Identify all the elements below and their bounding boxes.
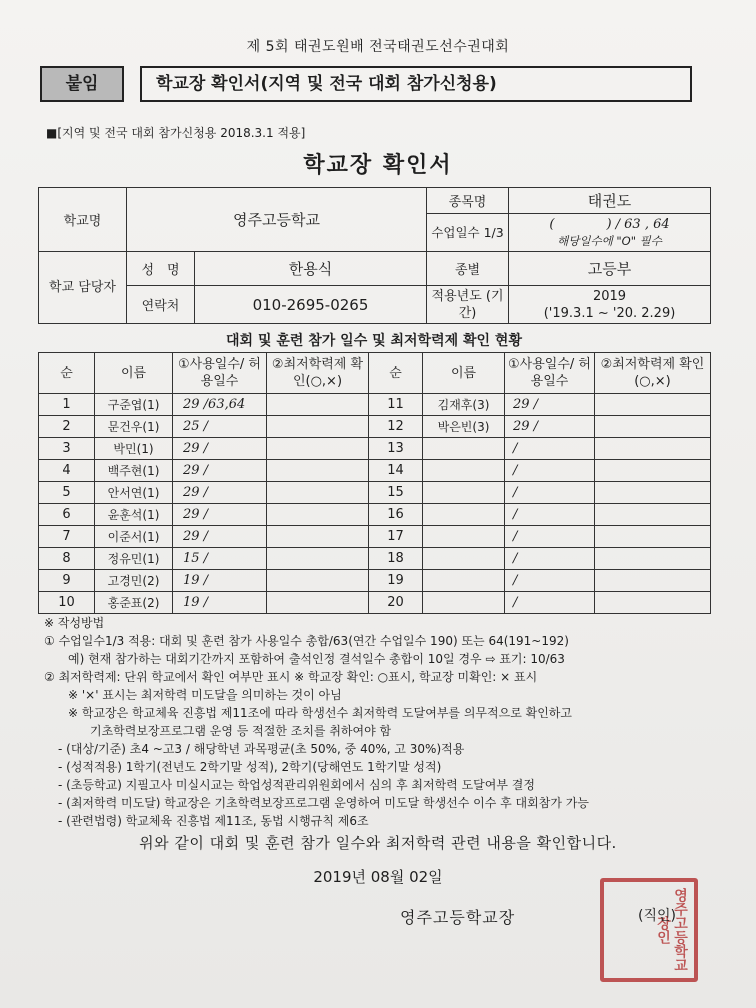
school-name: 영주고등학교 xyxy=(127,188,427,252)
minimum-check xyxy=(267,438,369,460)
minimum-check xyxy=(595,482,711,504)
issue-date: 2019년 08월 02일 xyxy=(313,868,443,886)
minimum-check xyxy=(595,394,711,416)
days-used: 19 / xyxy=(173,592,267,614)
contact-label: 연락처 xyxy=(127,286,195,324)
staff-name-label: 성 명 xyxy=(127,252,195,286)
table-row xyxy=(39,504,711,526)
header-minimum: ②최저학력제 확인(○,×) xyxy=(267,353,369,394)
applied-year: 2019 xyxy=(592,288,627,304)
minimum-check xyxy=(595,416,711,438)
days-used: 29 / xyxy=(173,504,267,526)
student-name xyxy=(423,592,505,614)
info-table xyxy=(38,187,711,324)
minimum-check xyxy=(595,592,711,614)
teaching-days-label: 수업일수 1/3 xyxy=(427,214,509,252)
row-number: 6 xyxy=(39,504,95,526)
minimum-check xyxy=(267,416,369,438)
row-number: 10 xyxy=(39,592,95,614)
table-row xyxy=(39,438,711,460)
student-name: 백주현(1) xyxy=(95,460,173,482)
row-number: 19 xyxy=(369,570,423,592)
table-row xyxy=(39,526,711,548)
header-days: ①사용일수/ 허용일수 xyxy=(505,353,595,394)
detail-legal: - (관련법령) 학교체육 진흥법 제11조, 동법 시행규칙 제6조 xyxy=(58,814,369,828)
minimum-check xyxy=(595,438,711,460)
sport-label: 종목명 xyxy=(427,188,509,214)
teaching-days-value: ( ) / 63 , 64 xyxy=(549,216,670,232)
attachment-label: 붙임 xyxy=(40,66,124,102)
minimum-check xyxy=(267,482,369,504)
minimum-check xyxy=(595,570,711,592)
row-number: 16 xyxy=(369,504,423,526)
table-row xyxy=(39,482,711,504)
notes-heading: ※ 작성방법 xyxy=(44,616,105,630)
staff-name: 한용식 xyxy=(195,252,427,286)
row-number: 11 xyxy=(369,394,423,416)
row-number: 15 xyxy=(369,482,423,504)
minimum-check xyxy=(595,548,711,570)
table-row xyxy=(39,416,711,438)
seal-mark: (직인) xyxy=(638,908,676,924)
student-name: 정유민(1) xyxy=(95,548,173,570)
table-row xyxy=(39,548,711,570)
minimum-check xyxy=(267,592,369,614)
days-used: 29 / xyxy=(505,416,595,438)
minimum-check xyxy=(267,570,369,592)
note-1b: 예) 현재 참가하는 대회기간까지 포함하여 출석인정 결석일수 총합이 10일 경우 ⇨ 표기: 10/63 xyxy=(68,652,565,666)
row-number: 3 xyxy=(39,438,95,460)
teaching-days-cell xyxy=(509,214,711,252)
note-1a: ① 수업일수1/3 적용: 대회 및 훈련 참가 사용일수 총합/63(연간 수업일수 190) 또는 64(191~192) xyxy=(44,634,569,648)
header-name: 이름 xyxy=(95,353,173,394)
detail-elementary: - (초등학교) 지필고사 미실시교는 학업성적관리위원회에서 심의 후 최저학력 도달여부 결정 xyxy=(58,778,535,792)
days-used: 29 / xyxy=(173,438,267,460)
header-no: 순 xyxy=(39,353,95,394)
student-name: 김재후(3) xyxy=(423,394,505,416)
table-header-row xyxy=(39,353,711,394)
division-label: 종별 xyxy=(427,252,509,286)
section-title: 대회 및 훈련 참가 일수 및 최저학력제 확인 현황 xyxy=(226,333,522,349)
row-number: 14 xyxy=(369,460,423,482)
table-row xyxy=(39,394,711,416)
school-name-label: 학교명 xyxy=(39,188,127,252)
student-name: 안서연(1) xyxy=(95,482,173,504)
student-name xyxy=(423,460,505,482)
student-name: 박은빈(3) xyxy=(423,416,505,438)
student-name xyxy=(423,482,505,504)
minimum-check xyxy=(595,460,711,482)
row-number: 8 xyxy=(39,548,95,570)
days-used: / xyxy=(505,460,595,482)
row-number: 4 xyxy=(39,460,95,482)
minimum-check xyxy=(267,460,369,482)
header-row xyxy=(40,64,692,104)
division-value: 고등부 xyxy=(509,252,711,286)
student-name: 윤훈석(1) xyxy=(95,504,173,526)
table-row xyxy=(39,592,711,614)
student-name xyxy=(423,570,505,592)
days-used: 29 / xyxy=(173,482,267,504)
table-row xyxy=(39,570,711,592)
student-name: 구준엽(1) xyxy=(95,394,173,416)
days-used: / xyxy=(505,438,595,460)
minimum-check xyxy=(267,548,369,570)
row-number: 18 xyxy=(369,548,423,570)
contact-value: 010-2695-0265 xyxy=(195,286,427,324)
detail-grades: - (성적적용) 1학기(전년도 2학기말 성적), 2학기(당해연도 1학기말 성적) xyxy=(58,760,442,774)
minimum-check xyxy=(267,526,369,548)
table-row xyxy=(39,460,711,482)
row-number: 9 xyxy=(39,570,95,592)
document-title: 학교장 확인서 xyxy=(303,153,453,178)
staff-label: 학교 담당자 xyxy=(39,252,127,324)
confirmation-text: 위와 같이 대회 및 훈련 참가 일수와 최저학력 관련 내용을 확인합니다. xyxy=(139,834,617,852)
row-number: 13 xyxy=(369,438,423,460)
header-days: ①사용일수/ 허용일수 xyxy=(173,353,267,394)
row-number: 7 xyxy=(39,526,95,548)
days-used: 29 / xyxy=(173,460,267,482)
detail-below-minimum: - (최저학력 미도달) 학교장은 기초학력보장프로그램 운영하여 미도달 학생선수 이수 후 대회참가 가능 xyxy=(58,796,589,810)
days-used: / xyxy=(505,482,595,504)
applied-period: ('19.3.1 ~ '20. 2.29) xyxy=(543,305,676,321)
row-number: 5 xyxy=(39,482,95,504)
student-name xyxy=(423,548,505,570)
teaching-days-note: 해당일수에 "O" 필수 xyxy=(557,233,662,248)
student-name xyxy=(423,438,505,460)
minimum-check xyxy=(595,504,711,526)
row-number: 20 xyxy=(369,592,423,614)
row-number: 12 xyxy=(369,416,423,438)
student-name: 이준서(1) xyxy=(95,526,173,548)
main-title: 학교장 확인서(지역 및 전국 대회 참가신청용) xyxy=(140,66,692,102)
days-used: 15 / xyxy=(173,548,267,570)
days-used: / xyxy=(505,548,595,570)
student-name xyxy=(423,526,505,548)
event-title: 제 5회 태권도원배 전국태권도선수권대회 xyxy=(246,39,510,55)
official-seal xyxy=(600,878,698,982)
days-used: / xyxy=(505,570,595,592)
student-name: 문건우(1) xyxy=(95,416,173,438)
applied-year-label: 적용년도 (기간) xyxy=(427,286,509,324)
days-used: 29 /63,64 xyxy=(173,394,267,416)
days-used: 29 / xyxy=(505,394,595,416)
days-used: / xyxy=(505,526,595,548)
days-used: / xyxy=(505,592,595,614)
table-body xyxy=(39,394,711,614)
days-used: / xyxy=(505,504,595,526)
row-number: 17 xyxy=(369,526,423,548)
detail-target: - (대상/기준) 초4 ~고3 / 해당학년 과목평균(초 50%, 중 40%, 고 30%)적용 xyxy=(58,742,465,756)
participation-table xyxy=(38,352,711,614)
minimum-check xyxy=(267,394,369,416)
days-used: 29 / xyxy=(173,526,267,548)
student-name: 박민(1) xyxy=(95,438,173,460)
notes-section xyxy=(44,614,714,830)
header-minimum: ②최저학력제 확인(○,×) xyxy=(595,353,711,394)
applied-year-cell xyxy=(509,286,711,324)
applicability-note: ■[지역 및 전국 대회 참가신청용 2018.3.1 적용] xyxy=(46,126,306,140)
row-number: 2 xyxy=(39,416,95,438)
note-3: ※ '×' 표시는 최저학력 미도달을 의미하는 것이 아님 xyxy=(68,688,342,702)
note-2: ② 최저학력제: 단위 학교에서 확인 여부만 표시 ※ 학교장 확인: ○표시, 학교장 미확인: × 표시 xyxy=(44,670,538,684)
note-4b: 기초학력보장프로그램 운영 등 적절한 조치를 취하여야 함 xyxy=(90,724,392,738)
minimum-check xyxy=(595,526,711,548)
note-4a: ※ 학교장은 학교체육 진흥법 제11조에 따라 학생선수 최저학력 도달여부를 의무적으로 확인하고 xyxy=(68,706,572,720)
days-used: 19 / xyxy=(173,570,267,592)
principal-name: 영주고등학교장 xyxy=(400,908,516,927)
days-used: 25 / xyxy=(173,416,267,438)
seal-text: 영주고등학교장인 xyxy=(655,888,688,972)
minimum-check xyxy=(267,504,369,526)
student-name: 고경민(2) xyxy=(95,570,173,592)
sport-value: 태권도 xyxy=(509,188,711,214)
student-name xyxy=(423,504,505,526)
header-name: 이름 xyxy=(423,353,505,394)
student-name: 홍준표(2) xyxy=(95,592,173,614)
header-no: 순 xyxy=(369,353,423,394)
row-number: 1 xyxy=(39,394,95,416)
